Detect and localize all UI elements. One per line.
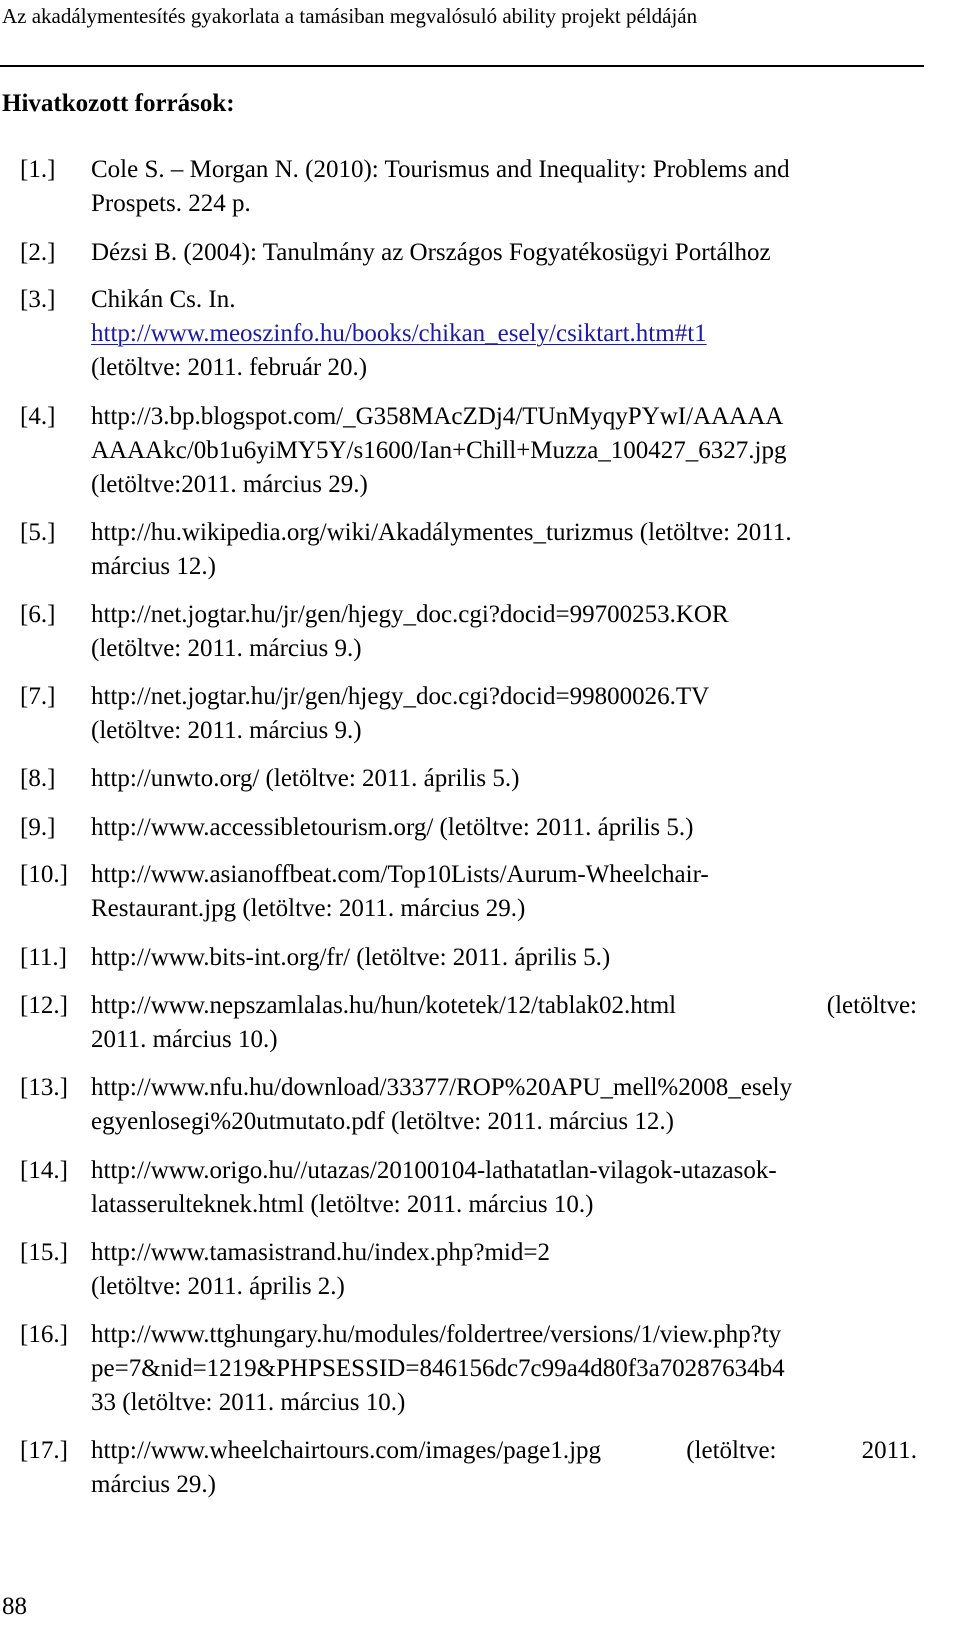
reference-line: március 12.) <box>91 553 216 580</box>
reference-number: [12.] <box>20 992 68 1019</box>
reference-line-part: (letöltve: <box>686 1437 777 1464</box>
reference-line: http://hu.wikipedia.org/wiki/Akadálymentes_turizmus (letöltve: 2011. <box>91 519 792 546</box>
reference-number: [13.] <box>20 1074 68 1101</box>
reference-number: [7.] <box>20 683 56 710</box>
reference-line: 2011. március 10.) <box>91 1026 278 1053</box>
running-header: Az akadálymentesítés gyakorlata a tamásiban megvalósuló ability projekt példáján <box>2 4 698 28</box>
reference-text <box>91 941 917 975</box>
reference-text <box>91 1071 917 1139</box>
reference-text <box>91 283 917 385</box>
reference-number: [17.] <box>20 1437 68 1464</box>
reference-line: (letöltve:2011. március 29.) <box>91 471 368 498</box>
reference-line: http://www.bits-int.org/fr/ (letöltve: 2011. április 5.) <box>91 944 611 971</box>
reference-number: [3.] <box>20 286 56 313</box>
reference-text <box>91 811 917 845</box>
reference-line <box>91 989 917 1023</box>
reference-text <box>91 1154 917 1222</box>
reference-line: http://www.origo.hu//utazas/20100104-lathatatlan-vilagok-utazasok- <box>91 1157 777 1184</box>
reference-text <box>91 680 917 748</box>
reference-line: http://www.tamasistrand.hu/index.php?mid=2 <box>91 1239 550 1266</box>
reference-number: [6.] <box>20 601 56 628</box>
reference-number: [14.] <box>20 1157 68 1184</box>
reference-number: [16.] <box>20 1321 68 1348</box>
reference-text <box>91 598 917 666</box>
reference-line: latasserulteknek.html (letöltve: 2011. március 10.) <box>91 1191 594 1218</box>
reference-text <box>91 516 917 584</box>
reference-line: Dézsi B. (2004): Tanulmány az Országos Fogyatékosügyi Portálhoz <box>91 239 771 266</box>
reference-number: [4.] <box>20 403 56 430</box>
reference-number: [2.] <box>20 239 56 266</box>
reference-line: Cole S. – Morgan N. (2010): Tourismus and Inequality: Problems and <box>91 156 790 183</box>
reference-text <box>91 762 917 796</box>
page-number: 88 <box>2 1593 27 1620</box>
reference-line: http://net.jogtar.hu/jr/gen/hjegy_doc.cgi?docid=99800026.TV <box>91 683 710 710</box>
reference-text <box>91 400 917 502</box>
reference-line: http://www.asianoffbeat.com/Top10Lists/Aurum-Wheelchair- <box>91 861 709 888</box>
section-title: Hivatkozott források: <box>2 90 235 117</box>
reference-line: http://net.jogtar.hu/jr/gen/hjegy_doc.cgi?docid=99700253.KOR <box>91 601 729 628</box>
reference-line <box>91 1434 917 1468</box>
reference-number: [9.] <box>20 814 56 841</box>
reference-line: egyenlosegi%20utmutato.pdf (letöltve: 2011. március 12.) <box>91 1108 674 1135</box>
reference-number: [8.] <box>20 765 56 792</box>
reference-line-part: http://www.nepszamlalas.hu/hun/kotetek/12/tablak02.html <box>91 992 677 1019</box>
reference-line: http://unwto.org/ (letöltve: 2011. április 5.) <box>91 765 520 792</box>
reference-line-part: http://www.wheelchairtours.com/images/page1.jpg <box>91 1437 602 1464</box>
reference-line: AAAAkc/0b1u6yiMY5Y/s1600/Ian+Chill+Muzza_100427_6327.jpg <box>91 437 787 464</box>
reference-line-part: 2011. <box>861 1437 917 1464</box>
reference-line: (letöltve: 2011. április 2.) <box>91 1273 345 1300</box>
reference-number: [11.] <box>20 944 67 971</box>
reference-text <box>91 236 917 270</box>
reference-line: Restaurant.jpg (letöltve: 2011. március 29.) <box>91 895 526 922</box>
reference-number: [5.] <box>20 519 56 546</box>
reference-number: [10.] <box>20 861 68 888</box>
reference-line: (letöltve: 2011. február 20.) <box>91 354 368 381</box>
reference-text <box>91 153 917 221</box>
reference-line: http://www.nfu.hu/download/33377/ROP%20APU_mell%2008_esely <box>91 1074 793 1101</box>
reference-text <box>91 1434 917 1502</box>
reference-line: Prospets. 224 p. <box>91 190 251 217</box>
reference-number: [15.] <box>20 1239 68 1266</box>
reference-text <box>91 858 917 926</box>
reference-link-line <box>91 317 917 351</box>
reference-line: (letöltve: 2011. március 9.) <box>91 635 362 662</box>
reference-text <box>91 989 917 1057</box>
reference-number: [1.] <box>20 156 56 183</box>
reference-line: 33 (letöltve: 2011. március 10.) <box>91 1389 406 1416</box>
reference-line: pe=7&nid=1219&PHPSESSID=846156dc7c99a4d80f3a70287634b4 <box>91 1355 785 1382</box>
reference-line-part: (letöltve: <box>826 992 917 1019</box>
reference-text <box>91 1318 917 1420</box>
reference-line: (letöltve: 2011. március 9.) <box>91 717 362 744</box>
reference-text <box>91 1236 917 1304</box>
reference-line: http://3.bp.blogspot.com/_G358MAcZDj4/TUnMyqyPYwI/AAAAA <box>91 403 784 430</box>
reference-line: március 29.) <box>91 1471 216 1498</box>
reference-link[interactable]: http://www.meoszinfo.hu/books/chikan_esely/csiktart.htm#t1 <box>91 320 707 347</box>
reference-line: http://www.accessibletourism.org/ (letöltve: 2011. április 5.) <box>91 814 694 841</box>
header-divider <box>0 65 924 67</box>
reference-line: Chikán Cs. In. <box>91 286 236 313</box>
reference-line: http://www.ttghungary.hu/modules/foldertree/versions/1/view.php?ty <box>91 1321 782 1348</box>
